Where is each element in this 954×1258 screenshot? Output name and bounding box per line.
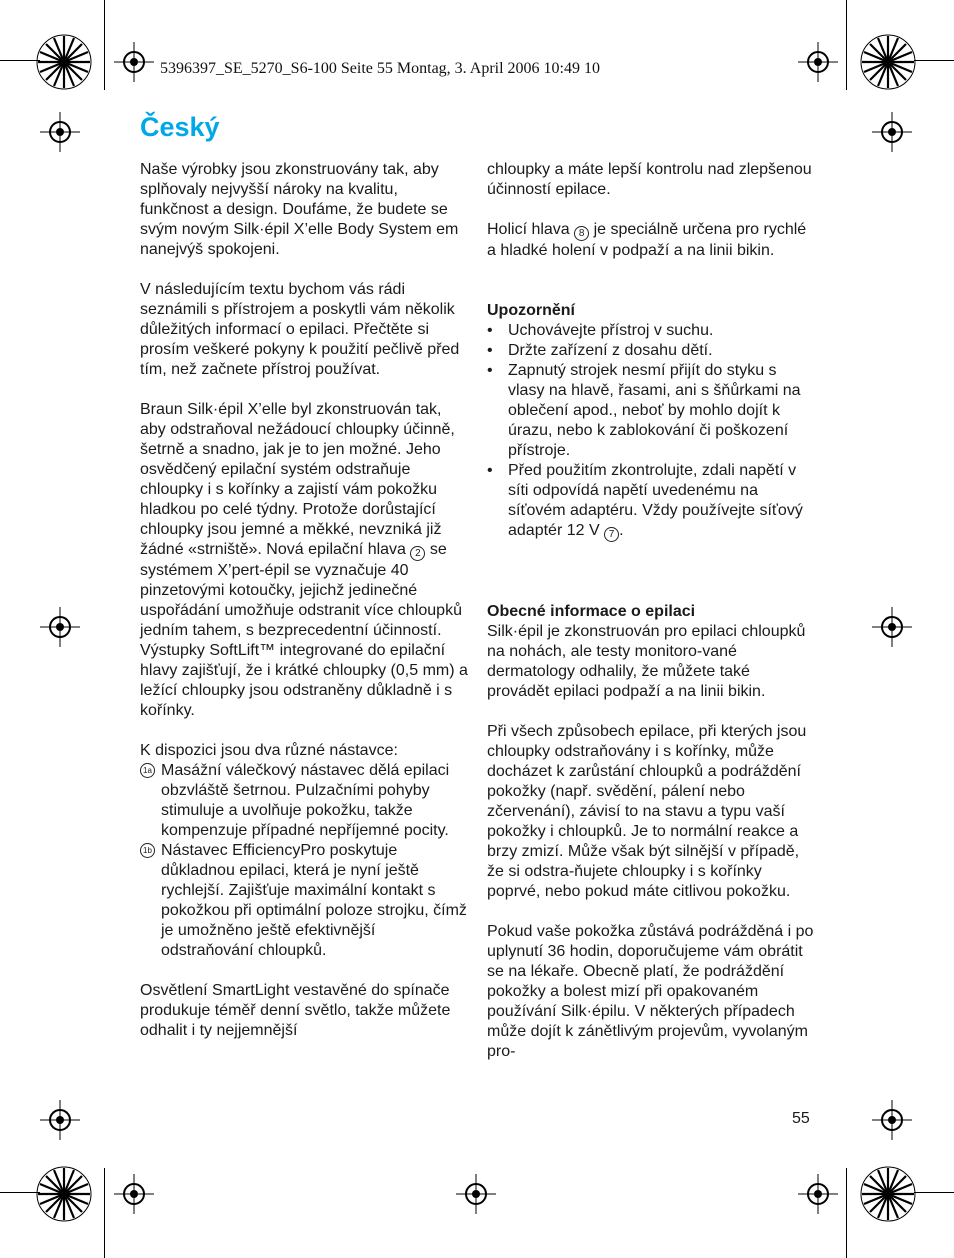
registration-mark-icon [114, 42, 154, 82]
left-column [140, 160, 468, 1061]
shaver-text: Holicí hlava [487, 221, 570, 238]
registration-mark-icon [798, 42, 838, 82]
crop-line [104, 1168, 105, 1258]
registration-mark-icon [114, 1174, 154, 1214]
starburst-icon [36, 34, 92, 90]
general-paragraph: Silk·épil je zkonstruován pro epilaci chloupků na nohách, ale testy monitoro-vané dermatology odhalily, že můžete také provádět epilaci podpaží a na linii bikin. [487, 623, 806, 700]
warnings-list [487, 321, 815, 542]
registration-mark-icon [798, 1174, 838, 1214]
list-item-text: Masážní válečkový nástavec dělá epilaci obzvláště šetrnou. Pulzačními pohyby stimuluje a uvolňuje pokožku, takže kompenzuje případné nepříjemné pocity. [161, 762, 450, 839]
crop-line [0, 1192, 40, 1193]
description-paragraph [140, 400, 468, 721]
attachments-list [140, 761, 468, 961]
attachments-intro: K dispozici jsou dva různé nástavce: [140, 742, 398, 759]
intro-paragraph: Naše výrobky jsou zkonstruovány tak, aby splňovaly nejvyšší nároky na kvalitu, funkčnost a design. Doufáme, že budete se svým novým Silk·épil X’elle Body System em nanejvýš spokojeni. [140, 161, 459, 258]
list-item-text: Před použitím zkontrolujte, zdali napětí v síti odpovídá napětí uvedenému na síťovém adaptéru. Vždy používejte síťový adaptér 12 V [508, 462, 803, 539]
list-item [487, 341, 815, 361]
registration-mark-icon [456, 1174, 496, 1214]
general-paragraph: Pokud vaše pokožka zůstává podrážděná i po uplynutí 36 hodin, doporučujeme vám obrátit se na lékaře. Obecně platí, že podráždění pokožky a bolest mizí při opakovaném používání Silk·épilu. V některých případech může dojít k zánětlivým projevům, vyvolaným pro- [487, 923, 814, 1060]
registration-mark-icon [40, 1100, 80, 1140]
crop-line [104, 0, 105, 90]
continued-paragraph: chloupky a máte lepší kontrolu nad zlepšenou účinností epilace. [487, 161, 812, 198]
reference-number-badge: 2 [410, 546, 425, 561]
list-item-text: Zapnutý strojek nesmí přijít do styku s vlasy na hlavě, řasami, ani s šňůrkami na oblečení apod., neboť by mohlo dojít k úrazu, nebo k zablokování či poškození přístroje. [508, 362, 801, 459]
warning-heading: Upozornění [487, 302, 575, 319]
registration-mark-icon [872, 607, 912, 647]
shaver-paragraph [487, 220, 815, 261]
list-item [140, 841, 468, 961]
shaver-text: je speciálně určena pro rychlé a hladké holení v podpaží a na linii bikin. [487, 221, 807, 259]
list-item-text: Nástavec EfficiencyPro poskytuje důkladnou epilaci, která je nyní ještě rychlejší. Zajišťuje maximální kontakt s pokožkou při optimální poloze strojku, čímž je umožněno ještě efektivnější odstraňování chloupků. [161, 842, 467, 959]
right-column [487, 160, 815, 1082]
crop-line [0, 60, 40, 61]
list-item-text: . [619, 522, 624, 539]
list-item-text: Držte zařízení z dosahu dětí. [508, 342, 713, 359]
list-item-text: Uchovávejte přístroj v suchu. [508, 322, 714, 339]
starburst-icon [860, 1166, 916, 1222]
reference-number-badge: 7 [604, 527, 619, 542]
list-item [487, 321, 815, 341]
registration-mark-icon [872, 1100, 912, 1140]
description-text: se systémem X’pert-épil se vyznačuje 40 pinzetovými kotoučky, jejichž jedinečné uspořádání umožňuje odstranit více chloupků jedním tahem, s bezprecedentní účinností. Výstupky SoftLift™ integrované do epilační hlavy zajišťují, že i krátké chloupky (0,5 mm) a ležící chloupky jsou odstraněny důkladně i s kořínky. [140, 541, 468, 719]
list-item [140, 761, 468, 841]
crop-line [846, 1168, 847, 1258]
crop-line [914, 60, 954, 61]
crop-line [846, 0, 847, 90]
list-item [487, 461, 815, 542]
registration-mark-icon [40, 112, 80, 152]
print-info-header: 5396397_SE_5270_S6-100 Seite 55 Montag, 3. April 2006 10:49 10 [160, 60, 600, 77]
starburst-icon [36, 1166, 92, 1222]
crop-line [914, 1192, 954, 1193]
item-marker-badge: 1a [140, 763, 155, 778]
item-marker-badge: 1b [140, 843, 155, 858]
registration-mark-icon [40, 607, 80, 647]
description-text: Braun Silk·épil X’elle byl zkonstruován tak, aby odstraňoval nežádoucí chloupky účinně, šetrně a snadno, jak je to jen možné. Jeho osvědčený epilační systém odstraňuje chloupky i s kořínky a zajistí vám pokožku hladkou po celé týdny. Protože dorůstající chloupky jsou jemné a měkké, nevzniká již žádné «strniště». Nová epilační hlava [140, 401, 455, 558]
info-paragraph: V následujícím textu bychom vás rádi seznámili s přístrojem a poskytli vám několik důležitých informací o epilaci. Přečtěte si prosím veškeré pokyny k použití pečlivě před tím, než začnete přístroj používat. [140, 281, 460, 378]
general-info-heading: Obecné informace o epilaci [487, 603, 696, 620]
reference-number-badge: 8 [574, 226, 589, 241]
registration-mark-icon [872, 112, 912, 152]
list-item [487, 361, 815, 461]
smartlight-paragraph: Osvětlení SmartLight vestavěné do spínače produkuje téměř denní světlo, takže můžete odhalit i ty nejjemnější [140, 982, 451, 1039]
page-title: Český [140, 112, 220, 142]
starburst-icon [860, 34, 916, 90]
page-number: 55 [792, 1110, 810, 1127]
general-paragraph: Při všech způsobech epilace, při kterých jsou chloupky odstraňovány i s kořínky, může docházet k zarůstání chloupků a podráždění pokožky (např. svědění, pálení nebo zčervenání), závisí to na stavu a typu vaší pokožky i chloupků. Je to normální reakce a brzy zmizí. Může však být silnější v případě, že si odstra-ňujete chloupky i s kořínky poprvé, nebo pokud máte citlivou pokožku. [487, 723, 807, 900]
